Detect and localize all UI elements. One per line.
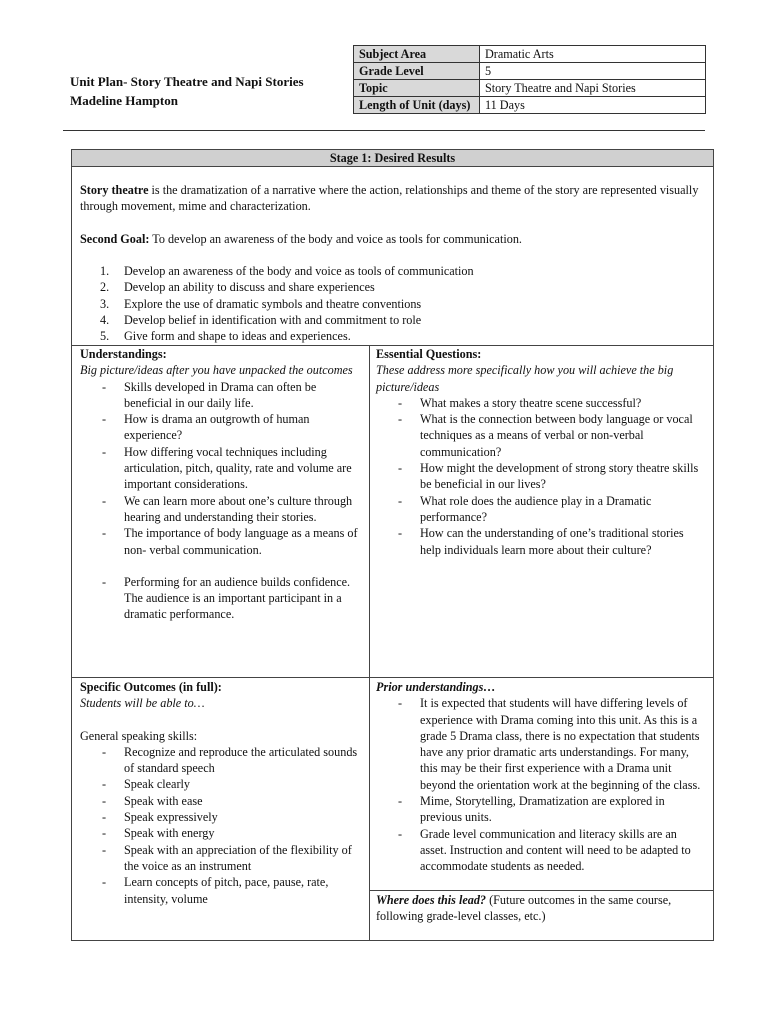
list-item: - Mime, Storytelling, Dramatization are explored in previous units. <box>376 793 706 826</box>
specific-outcomes-heading: Specific Outcomes (in full): <box>80 680 222 694</box>
info-label: Subject Area <box>354 46 480 63</box>
list-item: - Speak clearly <box>80 776 364 792</box>
list-item: - Speak with an appreciation of the flexibility of the voice as an instrument <box>80 842 364 875</box>
understandings-heading: Understandings: <box>80 347 167 361</box>
list-item: - Speak with energy <box>80 825 364 841</box>
row-divider <box>369 890 713 891</box>
specific-outcomes-list <box>80 744 364 907</box>
author-name: Madeline Hampton <box>70 93 178 108</box>
list-item: - How is drama an outgrowth of human experience? <box>80 411 364 444</box>
info-label: Length of Unit (days) <box>354 97 480 114</box>
prior-understandings-cell <box>376 679 706 875</box>
info-label: Topic <box>354 80 480 97</box>
list-item: - We can learn more about one’s culture through hearing and understanding their stories. <box>80 493 364 526</box>
list-item: 5. Give form and shape to ideas and experiences. <box>100 329 351 344</box>
list-item: - Speak expressively <box>80 809 364 825</box>
list-item: - Performing for an audience builds confidence. The audience is an important participant in a dramatic performance. <box>80 574 364 623</box>
column-divider <box>369 345 370 940</box>
info-row <box>354 97 706 114</box>
understandings-subheading: Big picture/ideas after you have unpacked the outcomes <box>80 363 353 378</box>
understandings-list <box>80 379 364 558</box>
list-item: - How differing vocal techniques including articulation, pitch, quality, rate and volume are important considerations. <box>80 444 364 493</box>
prior-understandings-list <box>376 695 706 874</box>
specific-outcomes-cell <box>80 679 364 907</box>
stage1-heading: Stage 1: Desired Results <box>72 150 713 167</box>
list-item: - What role does the audience play in a Dramatic performance? <box>376 493 706 526</box>
list-item: - The importance of body language as a means of non- verbal communication. <box>80 525 364 558</box>
understandings-list-2 <box>80 574 364 623</box>
info-value: 11 Days <box>480 97 706 114</box>
document-title-block <box>70 72 304 110</box>
row-divider <box>72 677 713 678</box>
info-row <box>354 63 706 80</box>
info-row <box>354 80 706 97</box>
info-label: Grade Level <box>354 63 480 80</box>
list-item: 3. Explore the use of dramatic symbols and theatre conventions <box>100 296 422 311</box>
second-goal-text: To develop an awareness of the body and voice as tools for communication. <box>149 232 522 246</box>
list-item: - Grade level communication and literacy skills are an asset. Instruction and content will need to be adapted to accommodate students as needed. <box>376 826 706 875</box>
list-item: 1. Develop an awareness of the body and voice as tools of communication <box>100 264 474 278</box>
story-theatre-term: Story theatre <box>80 183 149 197</box>
list-item: - What makes a story theatre scene successful? <box>376 395 706 411</box>
info-value: 5 <box>480 63 706 80</box>
header-divider <box>63 130 705 131</box>
list-item: - Skills developed in Drama can often be beneficial in our daily life. <box>80 379 364 412</box>
list-item: 4. Develop belief in identification with and commitment to role <box>100 312 422 327</box>
speaking-skills-label: General speaking skills: <box>80 728 198 743</box>
list-item: - What is the connection between body language or vocal techniques as a means of verbal or non-verbal communication? <box>376 411 706 460</box>
list-item: - Learn concepts of pitch, pace, pause, rate, intensity, volume <box>80 874 364 907</box>
essential-questions-cell <box>376 346 706 558</box>
essential-questions-heading: Essential Questions: <box>376 347 482 361</box>
specific-outcomes-subheading: Students will be able to… <box>80 696 205 711</box>
story-theatre-definition <box>80 182 705 215</box>
story-theatre-text: is the dramatization of a narrative where the action, relationships and theme of the story are represented visually through movement, mime and characterization. <box>80 183 699 214</box>
understandings-cell <box>80 346 364 623</box>
list-item: 2. Develop an ability to discuss and share experiences <box>100 280 375 295</box>
essential-questions-subheading: These address more specifically how you will achieve the big picture/ideas <box>376 363 674 394</box>
where-lead-text: (Future outcomes in the same course, following grade-level classes, etc.) <box>376 893 672 924</box>
list-item: - It is expected that students will have differing levels of experience with Drama coming into this unit. As this is a grade 5 Drama class, there is no expectation that students have any prior dramatic arts understandings. For many, this may be their first experience with a Drama unit beyond the orientation work at the beginning of the class. <box>376 695 706 793</box>
info-value: Story Theatre and Napi Stories <box>480 80 706 97</box>
goals-list <box>72 263 713 344</box>
list-item: - How might the development of strong story theatre skills be beneficial in our lives? <box>376 460 706 493</box>
second-goal-label: Second Goal: <box>80 232 150 246</box>
list-item: - Speak with ease <box>80 793 364 809</box>
unit-plan-title: Unit Plan- Story Theatre and Napi Stories <box>70 74 304 89</box>
essential-questions-list <box>376 395 706 558</box>
second-goal <box>80 231 705 247</box>
unit-info-table <box>353 45 706 114</box>
stage1-table <box>71 149 714 941</box>
list-item: - Recognize and reproduce the articulated sounds of standard speech <box>80 744 364 777</box>
prior-understandings-heading: Prior understandings… <box>376 680 496 694</box>
info-row <box>354 46 706 63</box>
where-lead-label: Where does this lead? <box>376 893 487 907</box>
list-item: - How can the understanding of one’s traditional stories help individuals learn more about their culture? <box>376 525 706 558</box>
where-lead-cell <box>376 892 706 925</box>
info-value: Dramatic Arts <box>480 46 706 63</box>
